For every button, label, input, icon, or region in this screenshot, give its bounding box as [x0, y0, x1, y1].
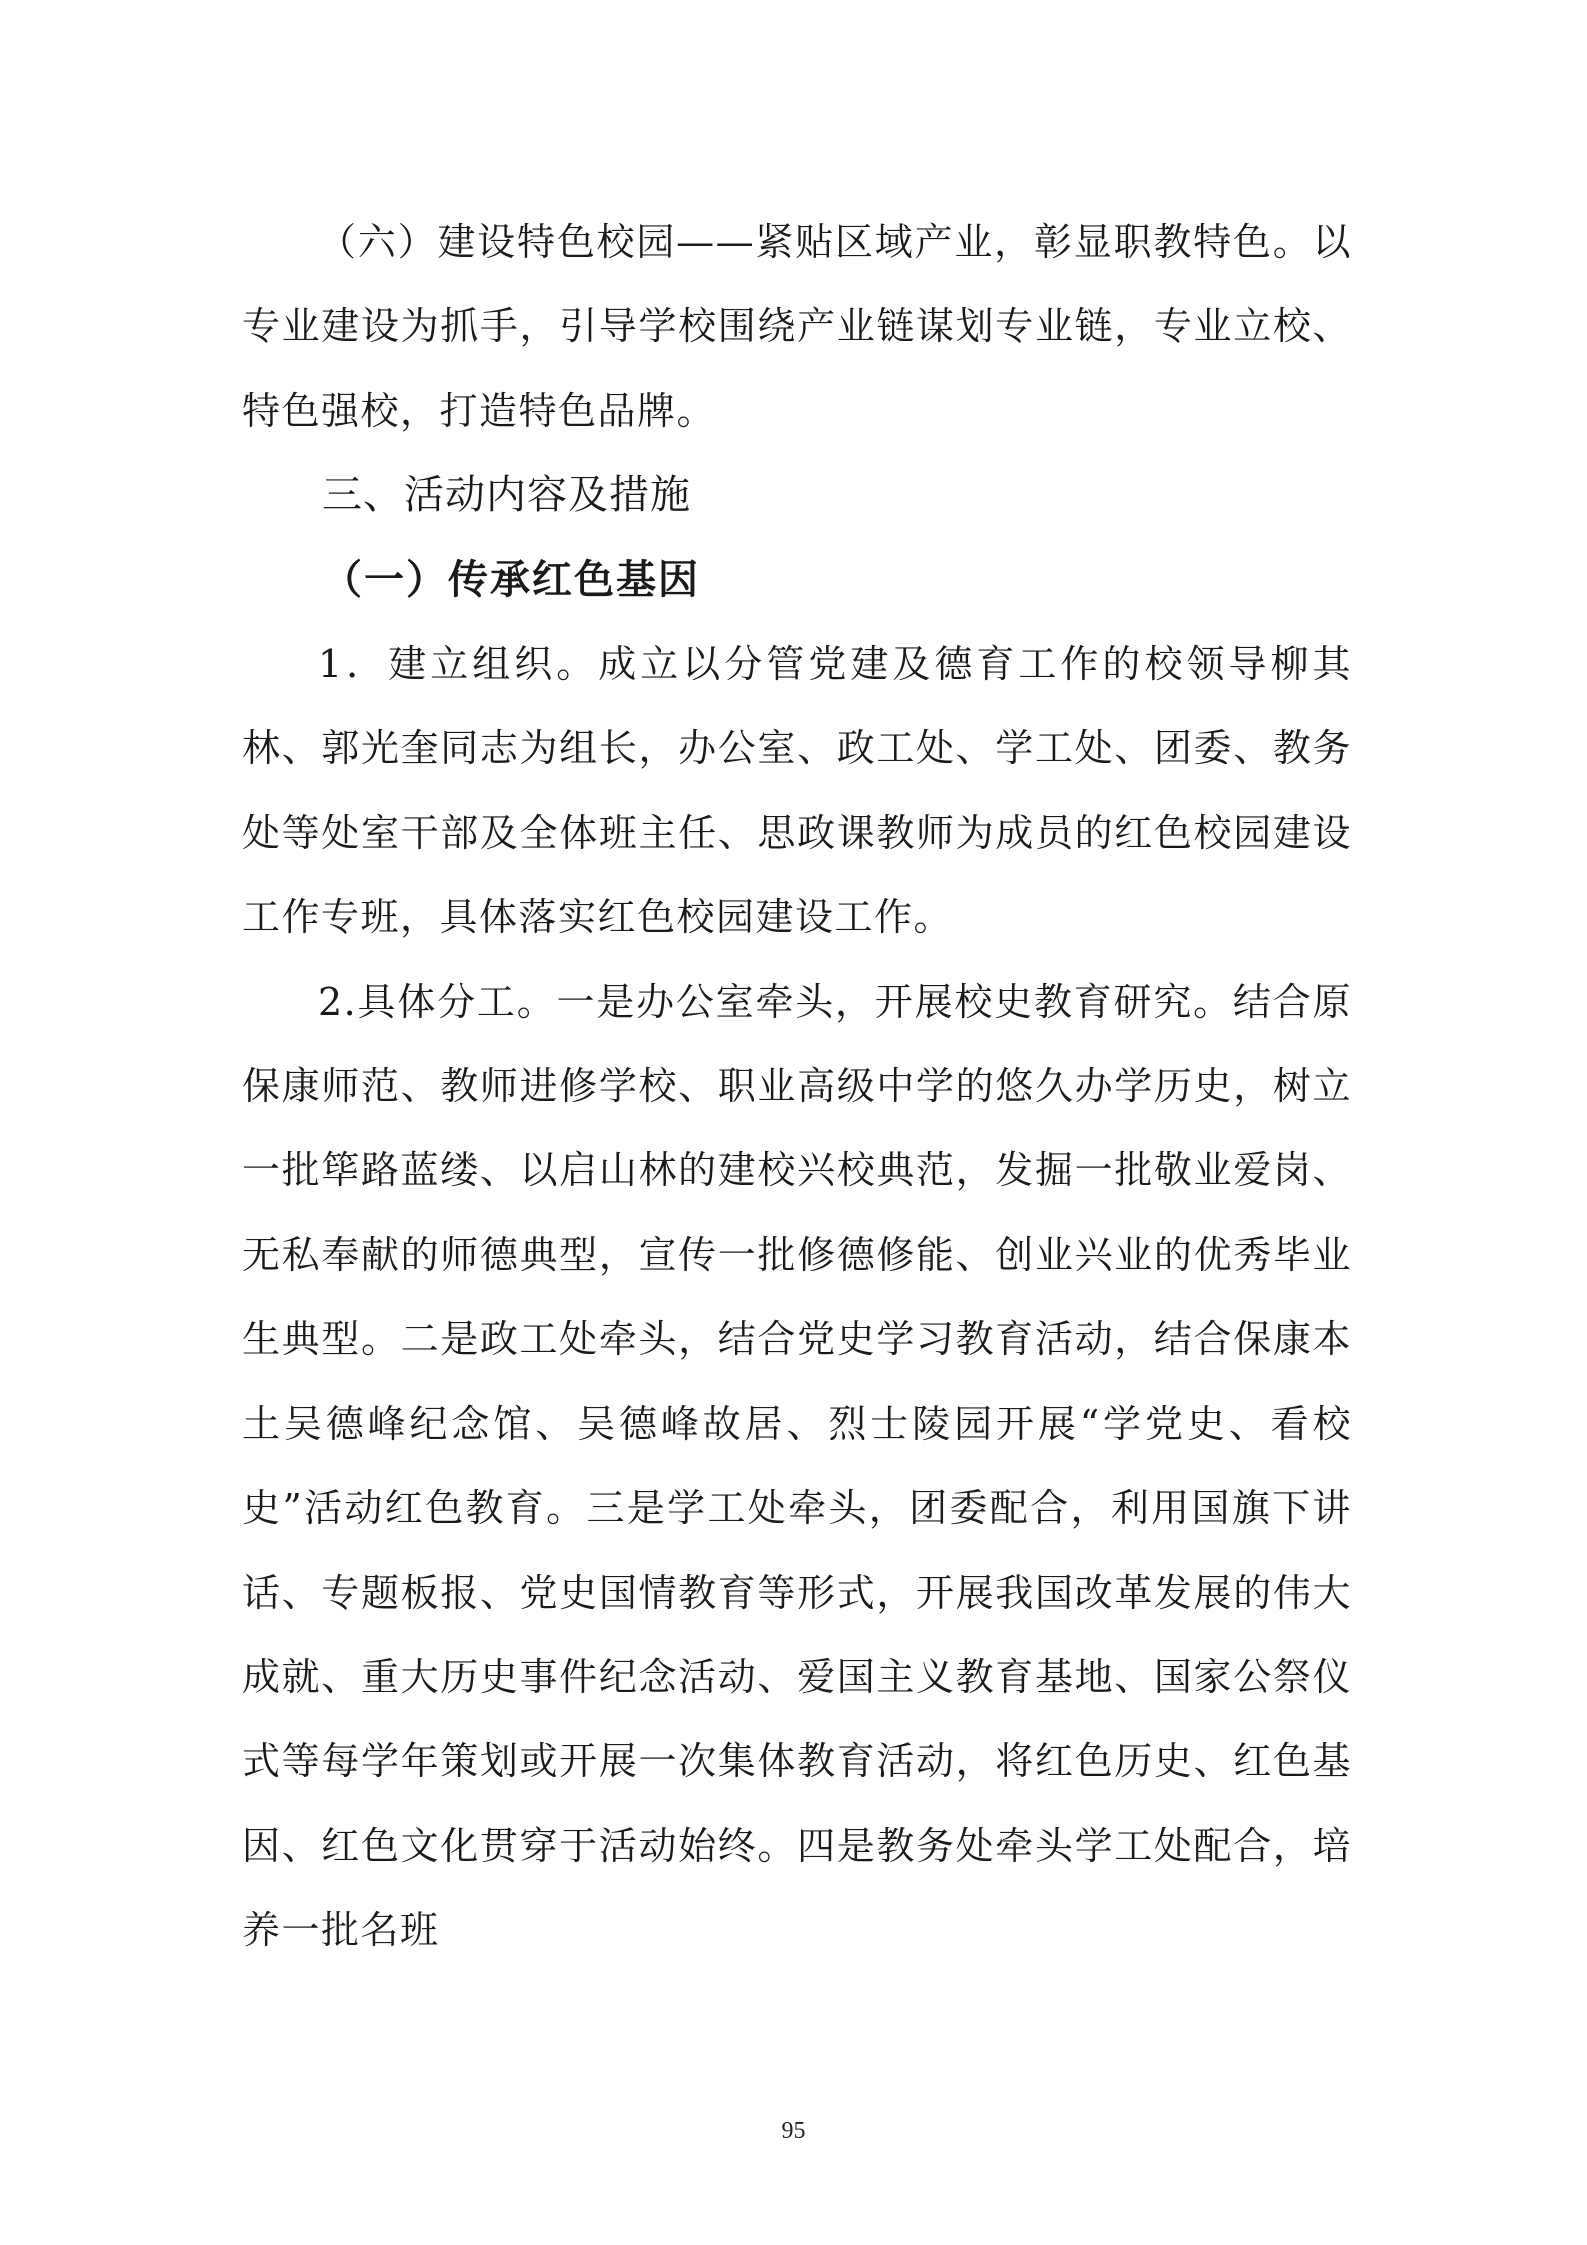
- subsection-heading-red-gene: （一）传承红色基因: [322, 556, 700, 603]
- section-heading-activities: 三、活动内容及措施: [322, 472, 691, 519]
- page-number: 95: [781, 2118, 806, 2144]
- document-body: [242, 200, 1352, 1973]
- paragraph-build-featured-campus: （六）建设特色校园——紧贴区域产业，彰显职教特色。以专业建设为抓手，引导学校围绕产业链谋划专业链，专业立校、特色强校，打造特色品牌。: [242, 220, 1352, 433]
- paragraph-division-of-labor: 2.具体分工。一是办公室牵头，开展校史教育研究。结合原保康师范、教师进修学校、职业高级中学的悠久办学历史，树立一批筚路蓝缕、以启山林的建校兴校典范，发掘一批敬业爱岗、无私奉献的师德典型，宣传一批修德修能、创业兴业的优秀毕业生典型。二是政工处牵头，结合党史学习教育活动，结合保康本土吴德峰纪念馆、吴德峰故居、烈士陵园开展“学党史、看校史”活动红色教育。三是学工处牵头，团委配合，利用国旗下讲话、专题板报、党史国情教育等形式，开展我国改革发展的伟大成就、重大历史事件纪念活动、爱国主义教育基地、国家公祭仪式等每学年策划或开展一次集体教育活动，将红色历史、红色基因、红色文化贯穿于活动始终。四是教务处牵头学工处配合，培养一批名班: [242, 979, 1352, 1953]
- paragraph-establish-organization: 1．建立组织。成立以分管党建及德育工作的校领导柳其林、郭光奎同志为组长，办公室、政工处、学工处、团委、教务处等处室干部及全体班主任、思政课教师为成员的红色校园建设工作专班，具体落实红色校园建设工作。: [242, 642, 1352, 940]
